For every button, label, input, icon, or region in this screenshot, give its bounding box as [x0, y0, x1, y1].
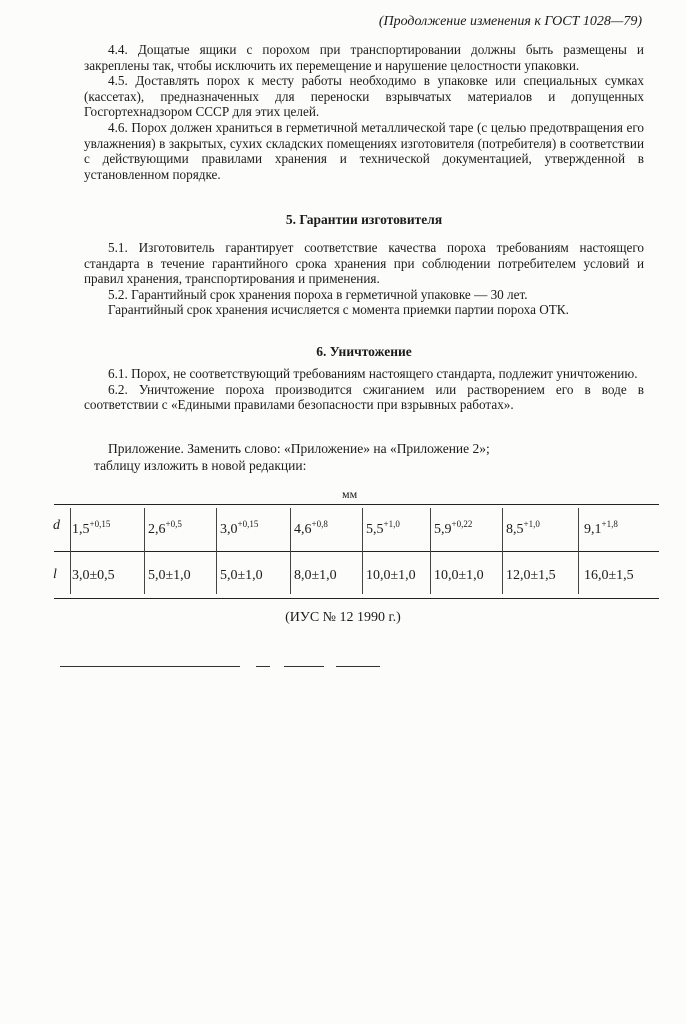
section-5-title: 5. Гарантии изготовителя — [285, 212, 443, 227]
section-5-text — [84, 240, 644, 318]
paragraph-6-1: 6.1. Порох, не соответствующий требованиям настоящего стандарта, подлежит уничтожению. — [108, 366, 638, 381]
section-6-title: 6. Уничтожение — [316, 344, 412, 359]
paragraph-6-2: 6.2. Уничтожение пороха производится сжиганием или растворением его в воде в соответствии с «Едиными правилами безопасности при взрывных работах». — [84, 381, 644, 413]
table-cell-l: 8,0±1,0 — [294, 568, 337, 583]
table-cell-d: $5,9^{+0,22}$ — [434, 519, 473, 537]
table-cell-l: 12,0±1,5 — [506, 568, 556, 583]
table-column-divider — [216, 508, 217, 594]
table-cell-d: $3,0^{+0,15}$ — [220, 519, 259, 537]
table-bottom-rule — [54, 598, 659, 599]
table-cell-d: $9,1^{+1,8}$ — [584, 519, 618, 537]
table-cell-d: $1,5^{+0,15}$ — [72, 519, 111, 537]
footer-reference: (ИУС № 12 1990 г.) — [285, 610, 401, 625]
table-column-divider — [70, 508, 71, 594]
table-cell-l: 5,0±1,0 — [148, 568, 191, 583]
table-cell-d: $8,5^{+1,0}$ — [506, 519, 540, 537]
separator-dash — [336, 666, 380, 667]
separator-dash — [256, 666, 270, 667]
table-cell-d: $4,6^{+0,8}$ — [294, 519, 328, 537]
table-column-divider — [144, 508, 145, 594]
table-cell-l: 10,0±1,0 — [434, 568, 484, 583]
row-label-d: d — [53, 518, 60, 533]
paragraph-4-4: 4.4. Дощатые ящики с порохом при транспортировании должны быть размещены и закреплены так, чтобы исключить их перемещение и нарушение целостности упаковки. — [84, 42, 644, 73]
table-cell-l: 10,0±1,0 — [366, 568, 416, 583]
paragraph-5-1: 5.1. Изготовитель гарантирует соответствие качества пороха требованиям настоящего стандарта в течение гарантийного срока хранения при соблюдении потребителем условий и правил хранения, транспортирования и применения. — [84, 240, 644, 287]
table-cell-l: 16,0±1,5 — [584, 568, 634, 583]
paragraph-5-2: 5.2. Гарантийный срок хранения пороха в герметичной упаковке — 30 лет. — [108, 286, 528, 302]
table-top-rule — [54, 504, 659, 505]
table-cell-d: $2,6^{+0,5}$ — [148, 519, 182, 537]
table-column-divider — [502, 508, 503, 594]
section-4-text — [84, 42, 644, 182]
appendix-instruction — [84, 440, 644, 474]
table-column-divider — [430, 508, 431, 594]
separator-dash — [284, 666, 324, 667]
appendix-line-1: Приложение. Заменить слово: «Приложение» на «Приложение 2»; — [108, 441, 490, 456]
paragraph-5-2b: Гарантийный срок хранения исчисляется с момента приемки партии пороха ОТК. — [108, 302, 569, 318]
table-column-divider — [290, 508, 291, 594]
separator-line — [60, 666, 240, 667]
page-header: (Продолжение изменения к ГОСТ 1028—79) — [378, 14, 642, 29]
appendix-line-2: таблицу изложить в новой редакции: — [94, 458, 307, 473]
paragraph-4-5: 4.5. Доставлять порох к месту работы необходимо в упаковке или специальных сумках (кассетах), предназначенных для переноски взрывчатых материалов и допущенных Госгортехнадзором СССР для этих целей. — [84, 73, 644, 120]
table-cell-l: 3,0±0,5 — [72, 568, 115, 583]
table-cell-l: 5,0±1,0 — [220, 568, 263, 583]
table-unit: мм — [342, 487, 358, 501]
row-label-l: l — [53, 567, 57, 582]
table-column-divider — [578, 508, 579, 594]
table-cell-d: $5,5^{+1,0}$ — [366, 519, 400, 537]
paragraph-4-6: 4.6. Порох должен храниться в герметичной металлической таре (с целью предотвращения его увлажнения) в закрытых, сухих складских помещениях изготовителя (потребителя) в соответствии с действующими правилами хранения и технической документацией, утвержденной в установленном порядке. — [84, 119, 644, 182]
section-6-text — [84, 366, 644, 413]
table-column-divider — [362, 508, 363, 594]
